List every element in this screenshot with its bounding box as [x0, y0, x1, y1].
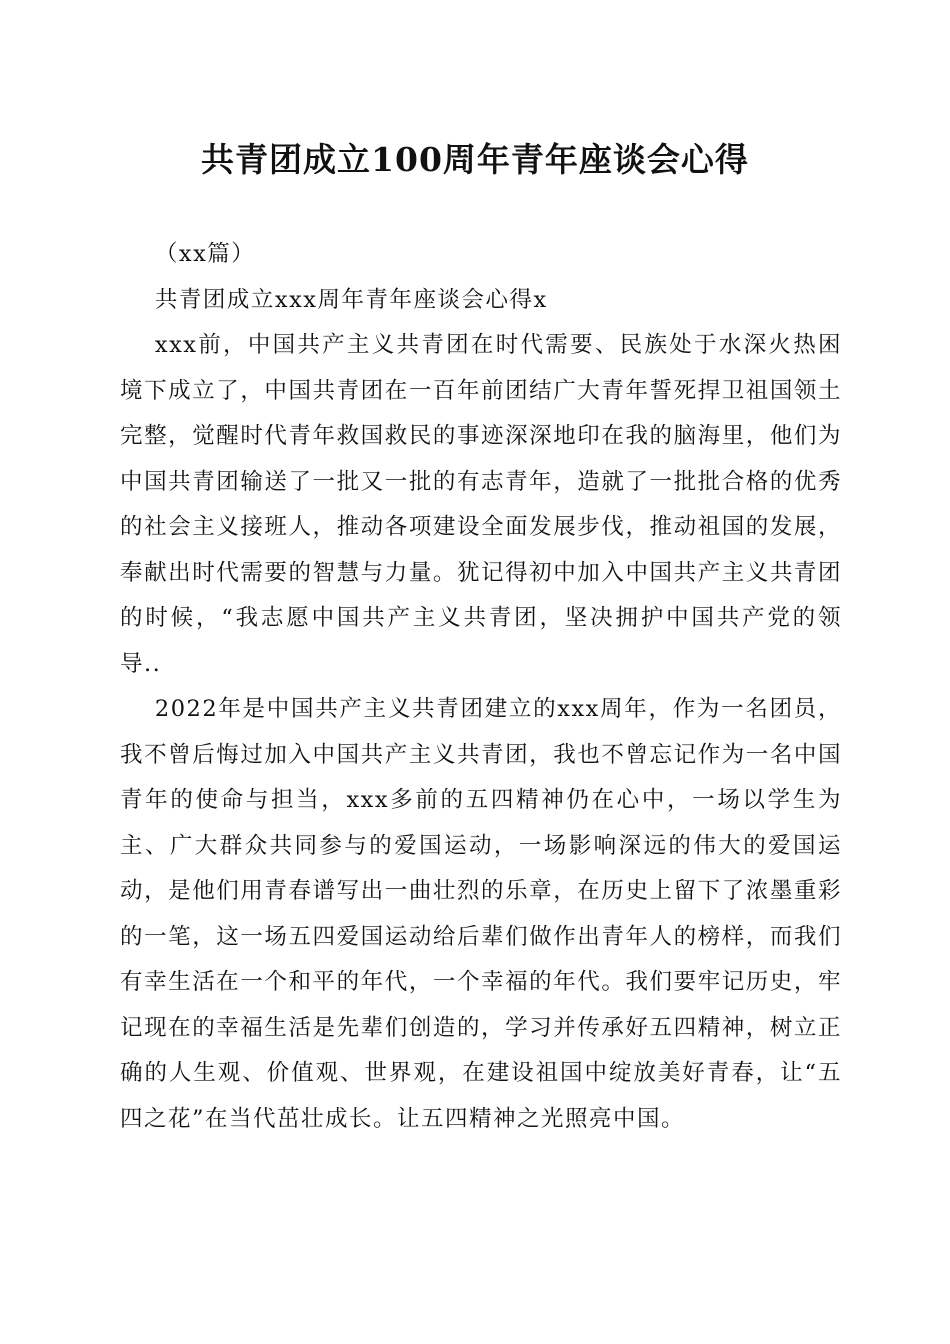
paragraph-count-note: （xx篇） [154, 241, 256, 267]
paragraph-may-fourth: 2022年是中国共产主义共青团建立的xxx周年，作为一名团员，我不曾后悔过加入中国共产主义共青团，我也不曾忘记作为一名中国青年的使命与担当，xxx多前的五四精神仍在心中，一场以学生为主、广大群众共同参与的爱国运动，一场影响深远的伟大的爱国运动，是他们用青春谱写出一曲壮烈的乐章，在历史上留下了浓墨重彩的一笔，这一场五四爱国运动给后辈们做作出青年人的榜样，而我们有幸生活在一个和平的年代，一个幸福的年代。我们要牢记历史，牢记现在的幸福生活是先辈们创造的，学习并传承好五四精神，树立正确的人生观、价值观、世界观，在建设祖国中绽放美好青春，让“五四之花”在当代茁壮成长。让五四精神之光照亮中国。 [120, 696, 842, 1132]
document-body [120, 232, 842, 1142]
paragraph-subtitle: 共青团成立xxx周年青年座谈会心得x [154, 286, 548, 313]
paragraph-founding: xxx前，中国共产主义共青团在时代需要、民族处于水深火热困境下成立了，中国共青团在一百年前团结广大青年誓死捍卫祖国领土完整，觉醒时代青年救国救民的事迹深深地印在我的脑海里，他们为中国共青团输送了一批又一批的有志青年，造就了一批批合格的优秀的社会主义接班人，推动各项建设全面发展步伐，推动祖国的发展，奉献出时代需要的智慧与力量。犹记得初中加入中国共产主义共青团的时候，“我志愿中国共产主义共青团，坚决拥护中国共产党的领导.. [120, 332, 842, 677]
document-title: 共青团成立100周年青年座谈会心得 [201, 140, 749, 179]
